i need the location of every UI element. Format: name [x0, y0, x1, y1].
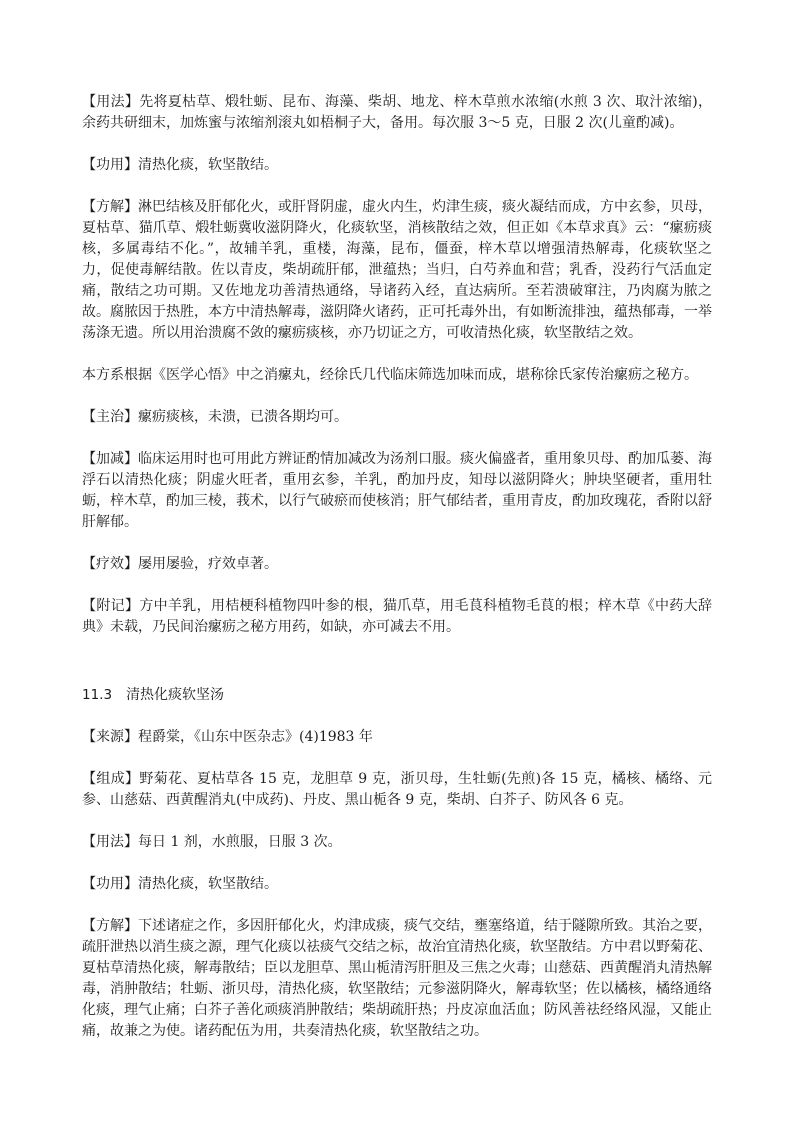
field-label-analysis-1: 【方解】 — [82, 199, 138, 215]
modifications-paragraph — [82, 449, 712, 533]
field-text-analysis-1: 淋巴结核及肝郁化火，或肝肾阴虚，虚火内生，灼津生痰，痰火凝结而成，方中玄参，贝母，夏枯草、猫爪草、煅牡蛎冀收滋阴降火，化痰软坚，消核散结之效，但正如《本草求真》云：“瘰疬痰核，多属毒结不化。”，故辅羊乳，重楼，海藻，昆布，僵蚕，梓木草以增强清热解毒，化痰软坚之力，促使毒解结散。佐以青皮，柴胡疏肝郁，泄蕴热；当归，白芍养血和营；乳香，没药行气活血定痛，散结之功可期。又佐地龙功善清热通络，导诸药入经，直达病所。至若溃破窜注，乃肉腐为脓之故。腐脓因于热胜，本方中清热解毒，滋阴降火诸药，正可托毒外出，有如断流排浊，蕴热郁毒，一举荡涤无遗。所以用治溃腐不敛的瘰疬痰核，亦乃切证之方，可收清热化痰，软坚散结之效。 — [82, 199, 712, 341]
field-label-source-2: 【来源】 — [82, 729, 138, 745]
field-text-function-2: 清热化痰，软坚散结。 — [138, 876, 278, 892]
field-label-usage-1: 【用法】 — [82, 94, 140, 110]
field-label-function-2: 【功用】 — [82, 876, 138, 892]
analysis-paragraph-2 — [82, 916, 712, 1042]
field-text-modifications: 临床运用时也可用此方辨证酌情加减改为汤剂口服。痰火偏盛者，重用象贝母、酌加瓜蒌、海浮石以清热化痰；阴虚火旺者，重用玄参，羊乳，酌加丹皮，知母以滋阴降火；肿块坚硬者，重用牡蛎，梓木草，酌加三棱，莪术，以行气破瘀而使核消；肝气郁结者，重用青皮，酌加玫瑰花，香附以舒肝解郁。 — [82, 451, 712, 530]
field-label-modifications: 【加减】 — [82, 451, 138, 467]
field-text-analysis-2: 下述诸症之作，多因肝郁化火，灼津成痰，痰气交结，壅塞络道，结于隧隙所致。其治之要，疏肝泄热以消生痰之源，理气化痰以祛痰气交结之标，故治宜清热化痰，软坚散结。方中君以野菊花、夏枯草清热化痰，解毒散结；臣以龙胆草、黑山栀清泻肝胆及三焦之火毒；山慈菇、西黄醒消丸清热解毒，消肿散结；牡蛎、浙贝母，清热化痰，软坚散结；元参滋阴降火，解毒软坚；佐以橘核，橘络通络化痰，理气止痛；白芥子善化顽痰消肿散结；柴胡疏肝热；丹皮凉血活血；防风善祛经络风湿，又能止痛，故兼之为使。诸药配伍为用，共奏清热化痰，软坚散结之功。 — [82, 918, 712, 1039]
function-paragraph-2 — [82, 874, 712, 895]
field-label-appendix: 【附记】 — [82, 598, 140, 614]
section-title: 清热化痰软坚汤 — [126, 687, 225, 703]
field-text-origin-note: 本方系根据《医学心悟》中之消瘰丸，经徐氏几代临床筛选加味而成，堪称徐氏家传治瘰疬之秘方。 — [82, 367, 698, 383]
composition-paragraph-2 — [82, 769, 712, 811]
field-text-usage-2: 每日 1 剂，水煎服，日服 3 次。 — [138, 834, 342, 850]
source-paragraph-2 — [82, 727, 712, 748]
function-paragraph-1 — [82, 155, 712, 176]
section-heading — [82, 685, 712, 706]
usage-paragraph-1 — [82, 92, 712, 134]
indications-paragraph — [82, 407, 712, 428]
field-label-indications: 【主治】 — [82, 409, 138, 425]
field-label-efficacy: 【疗效】 — [82, 556, 138, 572]
field-text-appendix: 方中羊乳，用桔梗科植物四叶参的根，猫爪草，用毛茛科植物毛茛的根；梓木草《中药大辞典》未载，乃民间治瘰疬之秘方用药，如缺，亦可减去不用。 — [82, 598, 713, 635]
field-text-source-2: 程爵棠，《山东中医杂志》(4)1983 年 — [138, 729, 373, 745]
appendix-paragraph — [82, 596, 712, 638]
section-number: 11.3 — [82, 687, 113, 703]
efficacy-paragraph — [82, 554, 712, 575]
analysis-paragraph-1 — [82, 197, 712, 344]
field-label-usage-2: 【用法】 — [82, 834, 138, 850]
field-text-indications: 瘰疬痰核，未溃，已溃各期均可。 — [138, 409, 348, 425]
field-label-function-1: 【功用】 — [82, 157, 138, 173]
field-label-analysis-2: 【方解】 — [82, 918, 138, 934]
usage-paragraph-2 — [82, 832, 712, 853]
field-text-function-1: 清热化痰，软坚散结。 — [138, 157, 278, 173]
field-text-efficacy: 屡用屡验，疗效卓著。 — [138, 556, 278, 572]
origin-note-paragraph — [82, 365, 712, 386]
field-label-composition-2: 【组成】 — [82, 771, 140, 787]
field-text-composition-2: 野菊花、夏枯草各 15 克，龙胆草 9 克，浙贝母，生牡蛎(先煎)各 15 克，橘核、橘络、元参、山慈菇、西黄醒消丸(中成药)、丹皮、黑山栀各 9 克，柴胡、白芥子、防风各 6 克。 — [82, 771, 713, 808]
field-text-usage-1: 先将夏枯草、煅牡蛎、昆布、海藻、柴胡、地龙、梓木草煎水浓缩(水煎 3 次、取汁浓缩)，余药共研细末，加炼蜜与浓缩剂滚丸如梧桐子大，备用。每次服 3～5 克，日服 2 次(儿童酌减)。 — [82, 94, 713, 131]
